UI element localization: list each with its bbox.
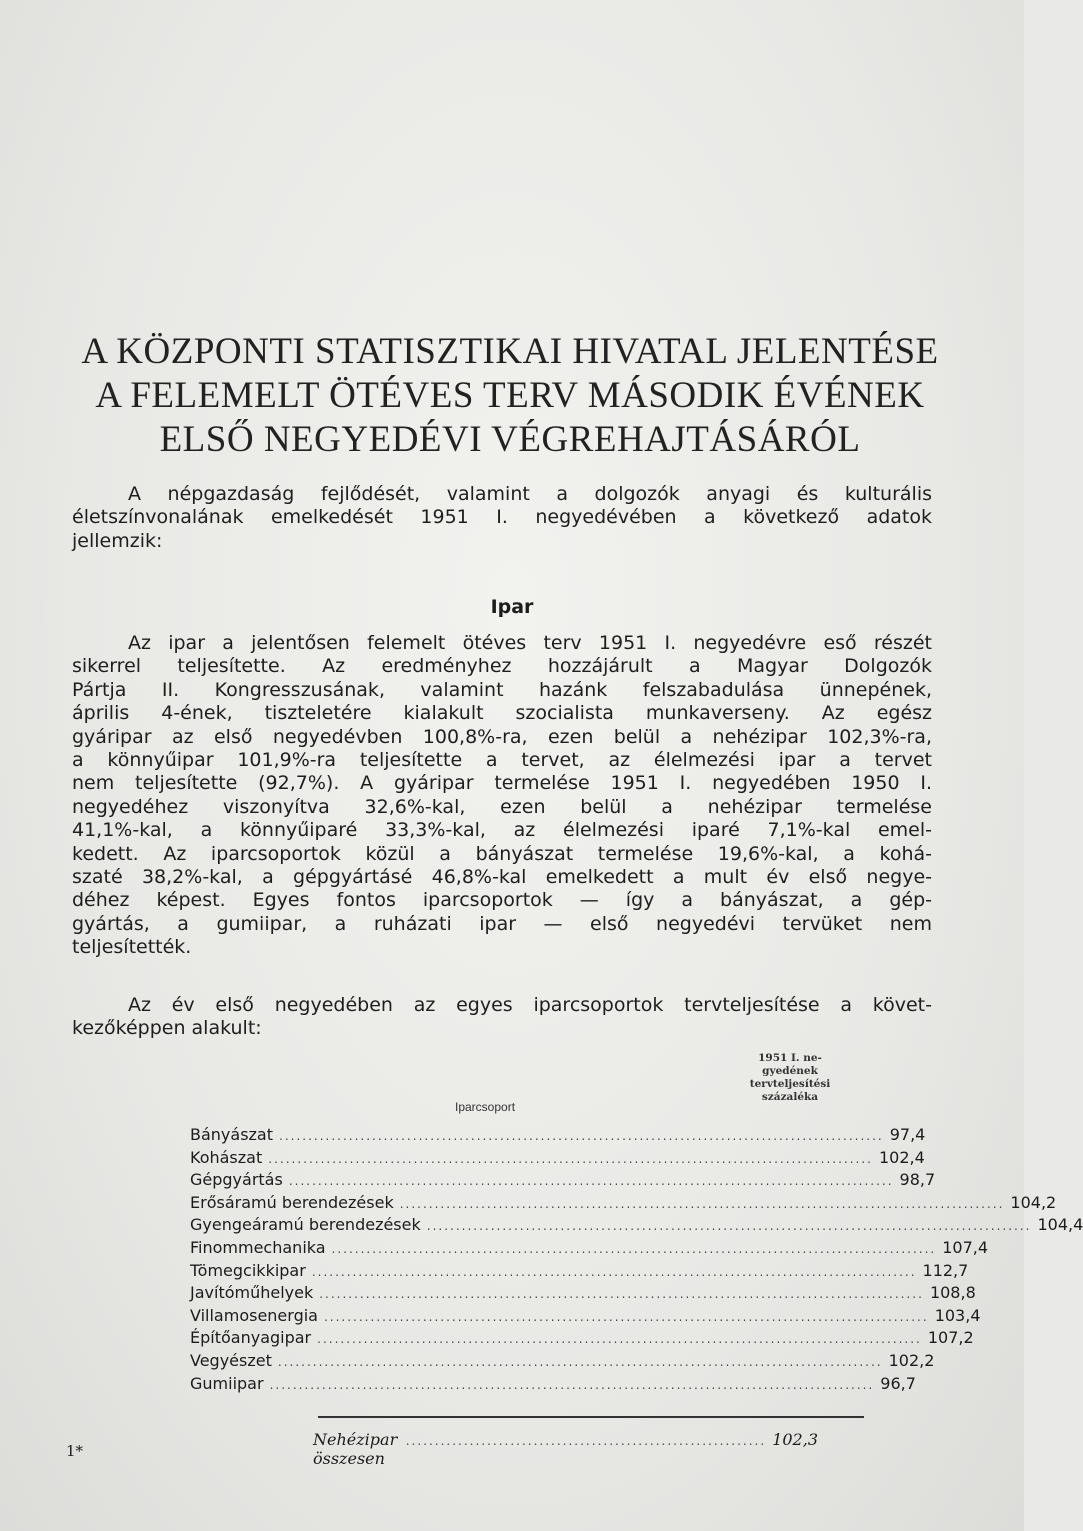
table-row xyxy=(190,1282,976,1305)
paragraph-line: nem teljesítette (92,7%). A gyáripar termelése 1951 I. negyedében 1950 I. xyxy=(72,772,932,795)
category-column-header: Iparcsoport xyxy=(455,1100,516,1114)
leader-dots: ........................................................................................................ xyxy=(323,1309,929,1324)
table-row xyxy=(190,1260,969,1283)
row-value: 97,4 xyxy=(889,1125,926,1144)
header-line: gyedének xyxy=(762,1065,818,1077)
row-value: 103,4 xyxy=(934,1305,981,1325)
row-value: 98,7 xyxy=(899,1170,936,1190)
table-row xyxy=(190,1214,1083,1237)
leader-dots: ........................................................................................................ xyxy=(399,1196,1005,1211)
paragraph-line: negyedéhez viszonyítva 32,6%-kal, ezen belül a nehézipar termelése xyxy=(72,795,932,818)
row-label: Erősáramú berendezések xyxy=(190,1192,394,1212)
table-row xyxy=(190,1147,925,1170)
intro-line: életszínvonalának emelkedését 1951 I. negyedévében a következő adatok xyxy=(72,506,932,529)
row-value: 107,4 xyxy=(942,1237,989,1257)
row-label: Gumiipar xyxy=(190,1373,264,1393)
intro-line: jellemzik: xyxy=(72,529,163,552)
paragraph-line: déhez képest. Egyes fontos iparcsoportok — így a bányászat, a gép- xyxy=(72,889,932,912)
total-row xyxy=(313,1430,818,1468)
row-value: 112,7 xyxy=(922,1260,969,1280)
row-label: Kohászat xyxy=(190,1147,263,1167)
leader-dots: ........................................................................................................ xyxy=(331,1241,937,1256)
title-line-1: A KÖZPONTI STATISZTIKAI HIVATAL JELENTÉSE xyxy=(81,331,939,372)
table-intro-paragraph xyxy=(72,994,932,1041)
total-label: Nehézipar összesen xyxy=(313,1430,398,1468)
row-value: 104,2 xyxy=(1010,1192,1057,1212)
paragraph-line: gyártás, a gumiipar, a ruházati ipar — első negyedévi tervüket nem xyxy=(72,912,932,935)
row-label: Gépgyártás xyxy=(190,1170,283,1190)
title-line-3: ELSŐ NEGYEDÉVI VÉGREHAJTÁSÁRÓL xyxy=(159,419,861,460)
row-label: Gyengeáramú berendezések xyxy=(190,1215,421,1235)
leader-dots: ........................................................................................................ xyxy=(319,1287,924,1302)
row-label: Bányászat xyxy=(190,1125,274,1144)
paragraph-line: április 4-ének, tiszteletére kialakult szocialista munkaverseny. Az egész xyxy=(72,702,932,725)
header-line: 1951 I. ne- xyxy=(758,1052,822,1064)
leader-dots: ........................................................................................................ xyxy=(317,1332,922,1347)
leader-dots: ........................................................................................................ xyxy=(311,1264,917,1279)
title-line-2: A FELEMELT ÖTÉVES TERV MÁSODIK ÉVÉNEK xyxy=(95,375,925,416)
row-value: 104,4 xyxy=(1037,1215,1083,1235)
intro-line: A népgazdaság fejlődését, valamint a dolgozók anyagi és kulturális xyxy=(128,483,932,505)
section-heading: Ipar xyxy=(490,596,534,618)
total-value: 102,3 xyxy=(772,1430,818,1449)
leader-dots: .............................................................. xyxy=(405,1434,767,1448)
page-signature-mark: 1* xyxy=(66,1442,84,1460)
header-line: tervteljesítési xyxy=(749,1078,831,1090)
row-value: 96,7 xyxy=(880,1373,916,1393)
paragraph-line: kezőképpen alakult: xyxy=(72,1017,262,1040)
leader-dots: ........................................................................................................ xyxy=(426,1219,1032,1234)
paragraph-line: gyáripar az első negyedévben 100,8%-ra, ezen belül a nehézipar 102,3%-ra, xyxy=(72,725,932,748)
table-row xyxy=(190,1169,936,1192)
table-row xyxy=(190,1237,989,1260)
paragraph-line: szaté 38,2%-kal, a gépgyártásé 46,8%-kal emelkedett a mult év első negye- xyxy=(72,865,932,888)
leader-dots: ........................................................................................................ xyxy=(269,1377,875,1392)
row-label: Tömegcikkipar xyxy=(190,1260,306,1280)
paragraph-line: Az év első negyedében az egyes iparcsoportok tervteljesítése a követ- xyxy=(128,994,932,1016)
paragraph-line: Az ipar a jelentősen felemelt ötéves terv 1951 I. negyedévre eső részét xyxy=(128,632,932,654)
paragraph-line: teljesítették. xyxy=(72,936,192,959)
leader-dots: ........................................................................................................ xyxy=(288,1174,894,1189)
table-row xyxy=(190,1327,974,1350)
row-label: Vegyészet xyxy=(190,1350,272,1370)
plan-fulfilment-table xyxy=(190,1124,1083,1395)
row-label: Finommechanika xyxy=(190,1237,326,1257)
report-title xyxy=(60,330,960,462)
industry-paragraph xyxy=(72,632,932,959)
row-value: 107,2 xyxy=(927,1328,974,1348)
header-line: százaléka xyxy=(761,1091,819,1103)
leader-dots: ........................................................................................................ xyxy=(268,1151,873,1166)
table-row xyxy=(190,1373,916,1396)
paragraph-line: sikerrel teljesítette. Az eredményhez hozzájárult a Magyar Dolgozók xyxy=(72,655,932,678)
table-row xyxy=(190,1305,981,1328)
table-row xyxy=(190,1350,935,1373)
leader-dots: ........................................................................................................ xyxy=(279,1129,884,1143)
paragraph-line: 41,1%-kal, a könnyűiparé 33,3%-kal, az élelmezési iparé 7,1%-kal emel- xyxy=(72,819,932,842)
leader-dots: ........................................................................................................ xyxy=(277,1354,883,1369)
paragraph-line: Pártja II. Kongresszusának, valamint hazánk felszabadulása ünnepének, xyxy=(72,678,932,701)
row-value: 102,2 xyxy=(888,1350,935,1370)
row-value: 108,8 xyxy=(929,1283,976,1303)
row-label: Javítóműhelyek xyxy=(190,1283,314,1303)
paragraph-line: a könnyűipar 101,9%-ra teljesítette a tervet, az élelmezési ipar a tervet xyxy=(72,748,932,771)
value-column-header xyxy=(735,1052,845,1104)
table-row xyxy=(190,1192,1057,1215)
intro-paragraph xyxy=(72,483,932,553)
table-row xyxy=(190,1124,926,1147)
paragraph-line: kedett. Az iparcsoportok közül a bányászat termelése 19,6%-kal, a kohá- xyxy=(72,842,932,865)
row-label: Építőanyagipar xyxy=(190,1328,312,1348)
total-divider xyxy=(318,1416,864,1418)
row-value: 102,4 xyxy=(878,1147,925,1167)
row-label: Villamosenergia xyxy=(190,1305,318,1325)
